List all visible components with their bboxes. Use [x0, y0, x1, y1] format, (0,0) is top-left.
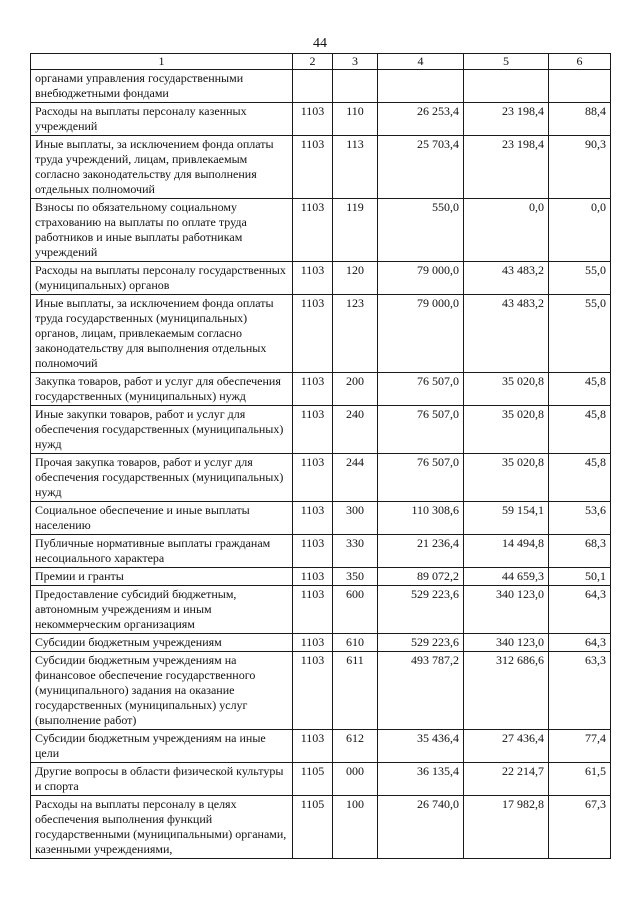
row-name-cell: Расходы на выплаты персоналу государственных (муниципальных) органов — [31, 262, 293, 295]
expense-type-cell — [333, 70, 378, 103]
table-row — [31, 535, 611, 568]
plan-amount-cell: 26 253,4 — [378, 103, 464, 136]
expense-type-cell: 244 — [333, 454, 378, 502]
expense-type-cell: 612 — [333, 730, 378, 763]
actual-amount-cell: 0,0 — [464, 199, 549, 262]
actual-amount-cell: 340 123,0 — [464, 586, 549, 634]
plan-amount-cell: 76 507,0 — [378, 454, 464, 502]
table-row — [31, 262, 611, 295]
table-row — [31, 373, 611, 406]
plan-amount-cell: 529 223,6 — [378, 586, 464, 634]
plan-amount-cell: 26 740,0 — [378, 796, 464, 859]
expense-type-cell: 610 — [333, 634, 378, 652]
column-header: 5 — [464, 54, 549, 70]
plan-amount-cell: 493 787,2 — [378, 652, 464, 730]
row-name-cell: Закупка товаров, работ и услуг для обеспечения государственных (муниципальных) нужд — [31, 373, 293, 406]
table-row — [31, 634, 611, 652]
plan-amount-cell: 529 223,6 — [378, 634, 464, 652]
column-header: 2 — [293, 54, 333, 70]
table-row — [31, 652, 611, 730]
plan-amount-cell: 550,0 — [378, 199, 464, 262]
actual-amount-cell: 17 982,8 — [464, 796, 549, 859]
execution-percent-cell: 68,3 — [549, 535, 611, 568]
section-code-cell: 1103 — [293, 502, 333, 535]
section-code-cell: 1103 — [293, 652, 333, 730]
section-code-cell: 1103 — [293, 199, 333, 262]
expense-type-cell: 120 — [333, 262, 378, 295]
plan-amount-cell: 35 436,4 — [378, 730, 464, 763]
section-code-cell: 1103 — [293, 103, 333, 136]
section-code-cell: 1103 — [293, 730, 333, 763]
row-name-cell: органами управления государственными внебюджетными фондами — [31, 70, 293, 103]
expense-type-cell: 119 — [333, 199, 378, 262]
expense-type-cell: 110 — [333, 103, 378, 136]
section-code-cell: 1103 — [293, 568, 333, 586]
execution-percent-cell: 64,3 — [549, 586, 611, 634]
expense-type-cell: 330 — [333, 535, 378, 568]
column-header: 3 — [333, 54, 378, 70]
execution-percent-cell: 45,8 — [549, 373, 611, 406]
execution-percent-cell: 88,4 — [549, 103, 611, 136]
table-body — [31, 70, 611, 859]
execution-percent-cell: 50,1 — [549, 568, 611, 586]
table-row — [31, 199, 611, 262]
section-code-cell: 1103 — [293, 295, 333, 373]
expense-type-cell: 200 — [333, 373, 378, 406]
plan-amount-cell — [378, 70, 464, 103]
row-name-cell: Другие вопросы в области физической культуры и спорта — [31, 763, 293, 796]
section-code-cell: 1105 — [293, 763, 333, 796]
section-code-cell: 1103 — [293, 634, 333, 652]
expense-type-cell: 600 — [333, 586, 378, 634]
table-row — [31, 586, 611, 634]
row-name-cell: Иные закупки товаров, работ и услуг для обеспечения государственных (муниципальных) нужд — [31, 406, 293, 454]
actual-amount-cell — [464, 70, 549, 103]
row-name-cell: Прочая закупка товаров, работ и услуг для обеспечения государственных (муниципальных) нужд — [31, 454, 293, 502]
execution-percent-cell: 64,3 — [549, 634, 611, 652]
actual-amount-cell: 43 483,2 — [464, 262, 549, 295]
row-name-cell: Публичные нормативные выплаты гражданам несоциального характера — [31, 535, 293, 568]
expense-type-cell: 611 — [333, 652, 378, 730]
expense-type-cell: 350 — [333, 568, 378, 586]
section-code-cell: 1105 — [293, 796, 333, 859]
table-row — [31, 406, 611, 454]
section-code-cell: 1103 — [293, 406, 333, 454]
section-code-cell — [293, 70, 333, 103]
section-code-cell: 1103 — [293, 586, 333, 634]
actual-amount-cell: 59 154,1 — [464, 502, 549, 535]
row-name-cell: Премии и гранты — [31, 568, 293, 586]
section-code-cell: 1103 — [293, 535, 333, 568]
row-name-cell: Иные выплаты, за исключением фонда оплаты труда государственных (муниципальных) органов, лицам, привлекаемым согласно законодательству для выполнения отдельных полномочий — [31, 295, 293, 373]
actual-amount-cell: 44 659,3 — [464, 568, 549, 586]
plan-amount-cell: 76 507,0 — [378, 373, 464, 406]
table-row — [31, 568, 611, 586]
execution-percent-cell: 53,6 — [549, 502, 611, 535]
actual-amount-cell: 43 483,2 — [464, 295, 549, 373]
execution-percent-cell: 67,3 — [549, 796, 611, 859]
execution-percent-cell: 45,8 — [549, 454, 611, 502]
section-code-cell: 1103 — [293, 454, 333, 502]
expense-type-cell: 113 — [333, 136, 378, 199]
plan-amount-cell: 79 000,0 — [378, 295, 464, 373]
expense-type-cell: 240 — [333, 406, 378, 454]
actual-amount-cell: 312 686,6 — [464, 652, 549, 730]
table-row — [31, 502, 611, 535]
execution-percent-cell: 61,5 — [549, 763, 611, 796]
table-row — [31, 454, 611, 502]
actual-amount-cell: 23 198,4 — [464, 136, 549, 199]
row-name-cell: Предоставление субсидий бюджетным, автономным учреждениям и иным некоммерческим организациям — [31, 586, 293, 634]
actual-amount-cell: 27 436,4 — [464, 730, 549, 763]
plan-amount-cell: 76 507,0 — [378, 406, 464, 454]
execution-percent-cell: 45,8 — [549, 406, 611, 454]
row-name-cell: Расходы на выплаты персоналу казенных учреждений — [31, 103, 293, 136]
section-code-cell: 1103 — [293, 262, 333, 295]
table-row — [31, 763, 611, 796]
table-row — [31, 295, 611, 373]
expense-type-cell: 300 — [333, 502, 378, 535]
budget-table — [30, 53, 611, 859]
page-number: 44 — [313, 36, 327, 51]
column-header: 1 — [31, 54, 293, 70]
row-name-cell: Расходы на выплаты персоналу в целях обеспечения выполнения функций государственными (муниципальными) органами, казенными учреждениями, — [31, 796, 293, 859]
actual-amount-cell: 35 020,8 — [464, 373, 549, 406]
table-row — [31, 103, 611, 136]
actual-amount-cell: 22 214,7 — [464, 763, 549, 796]
plan-amount-cell: 79 000,0 — [378, 262, 464, 295]
actual-amount-cell: 35 020,8 — [464, 454, 549, 502]
actual-amount-cell: 35 020,8 — [464, 406, 549, 454]
row-name-cell: Иные выплаты, за исключением фонда оплаты труда учреждений, лицам, привлекаемым согласно законодательству для выполнения отдельных полномочий — [31, 136, 293, 199]
column-header: 6 — [549, 54, 611, 70]
row-name-cell: Субсидии бюджетным учреждениям на финансовое обеспечение государственного (муниципального) задания на оказание государственных (муниципальных) услуг (выполнение работ) — [31, 652, 293, 730]
table-row — [31, 796, 611, 859]
execution-percent-cell: 55,0 — [549, 262, 611, 295]
plan-amount-cell: 110 308,6 — [378, 502, 464, 535]
execution-percent-cell: 63,3 — [549, 652, 611, 730]
expense-type-cell: 123 — [333, 295, 378, 373]
expense-type-cell: 100 — [333, 796, 378, 859]
table-row — [31, 136, 611, 199]
row-name-cell: Субсидии бюджетным учреждениям на иные цели — [31, 730, 293, 763]
column-header: 4 — [378, 54, 464, 70]
plan-amount-cell: 36 135,4 — [378, 763, 464, 796]
execution-percent-cell: 55,0 — [549, 295, 611, 373]
actual-amount-cell: 14 494,8 — [464, 535, 549, 568]
actual-amount-cell: 23 198,4 — [464, 103, 549, 136]
actual-amount-cell: 340 123,0 — [464, 634, 549, 652]
plan-amount-cell: 21 236,4 — [378, 535, 464, 568]
table-header-row — [31, 54, 611, 70]
execution-percent-cell: 90,3 — [549, 136, 611, 199]
plan-amount-cell: 89 072,2 — [378, 568, 464, 586]
expense-type-cell: 000 — [333, 763, 378, 796]
row-name-cell: Субсидии бюджетным учреждениям — [31, 634, 293, 652]
row-name-cell: Взносы по обязательному социальному страхованию на выплаты по оплате труда работников и иные выплаты работникам учреждений — [31, 199, 293, 262]
execution-percent-cell — [549, 70, 611, 103]
execution-percent-cell: 0,0 — [549, 199, 611, 262]
execution-percent-cell: 77,4 — [549, 730, 611, 763]
section-code-cell: 1103 — [293, 373, 333, 406]
row-name-cell: Социальное обеспечение и иные выплаты населению — [31, 502, 293, 535]
plan-amount-cell: 25 703,4 — [378, 136, 464, 199]
table-row — [31, 70, 611, 103]
section-code-cell: 1103 — [293, 136, 333, 199]
table-row — [31, 730, 611, 763]
